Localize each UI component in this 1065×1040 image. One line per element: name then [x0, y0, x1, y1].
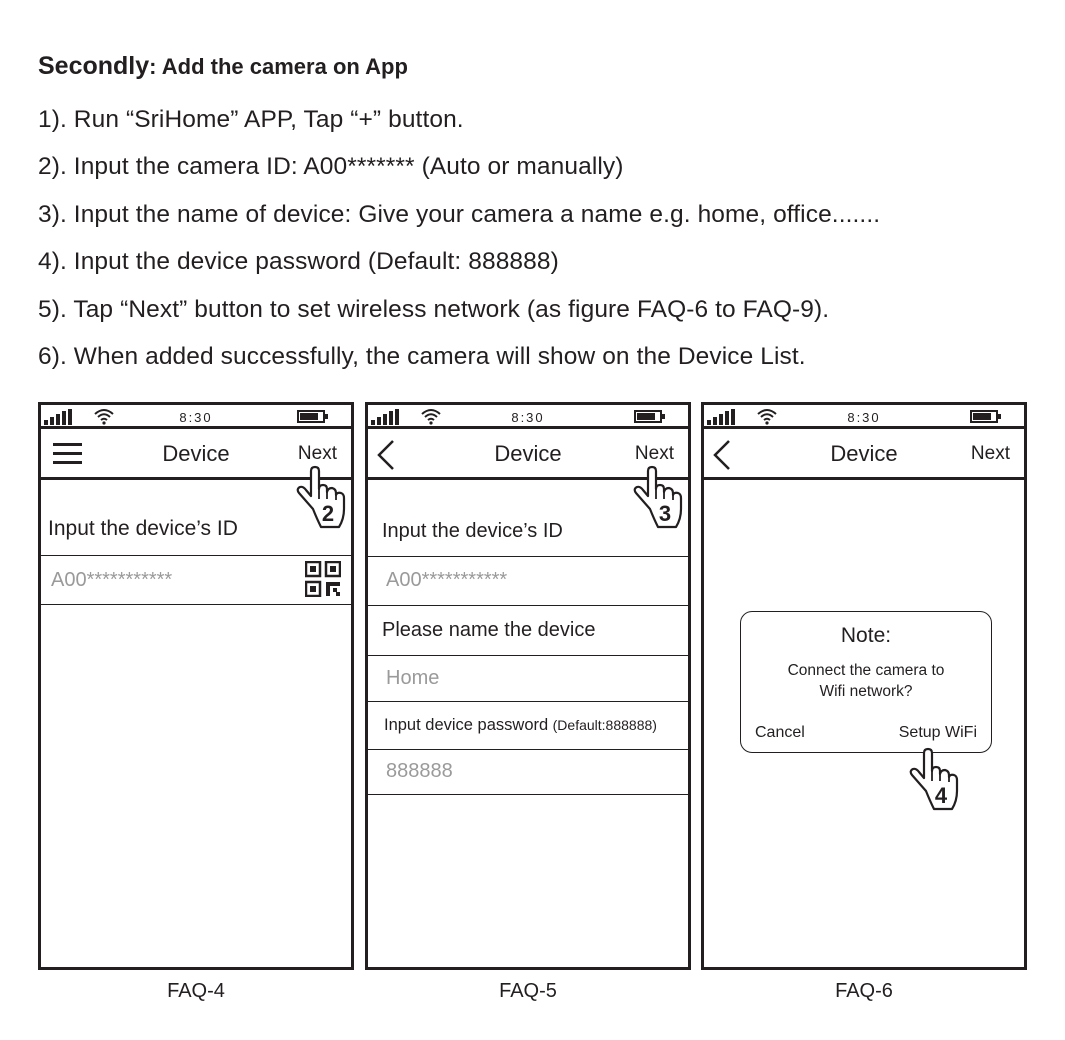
- password-input-row[interactable]: [368, 750, 688, 795]
- password-label: Input device password: [384, 716, 549, 734]
- nav-title: Device: [830, 441, 898, 466]
- next-button[interactable]: Next: [970, 443, 1010, 464]
- cancel-button[interactable]: Cancel: [755, 724, 805, 741]
- tap-hand-icon: [900, 747, 964, 811]
- status-bar: [704, 405, 1024, 429]
- step-number-2: 2: [321, 501, 335, 526]
- phone-faq-6: [701, 402, 1027, 970]
- status-bar: [41, 405, 351, 429]
- setup-wifi-button[interactable]: Setup WiFi: [898, 724, 977, 741]
- nav-title: Device: [162, 441, 230, 466]
- step-6: 6). When added successfully, the camera will show on the Device List.: [38, 342, 806, 370]
- dialog-message-line-2: Wifi network?: [819, 683, 913, 700]
- name-input-row[interactable]: [368, 656, 688, 702]
- phone-faq-4: [38, 402, 354, 970]
- name-label: Please name the device: [382, 619, 596, 641]
- step-3: 3). Input the name of device: Give your camera a name e.g. home, office.......: [38, 200, 881, 228]
- step-1: 1). Run “SriHome” APP, Tap “+” button.: [38, 106, 464, 133]
- battery-icon: [970, 410, 1002, 423]
- status-time: 8:30: [511, 410, 545, 425]
- caption-faq-6: FAQ-6: [835, 980, 893, 1002]
- id-label: Input the device’s ID: [382, 520, 563, 542]
- battery-icon: [297, 410, 329, 423]
- step-4: 4). Input the device password (Default: 888888): [38, 248, 559, 276]
- step-number-3: 3: [658, 501, 672, 526]
- name-label-row: [368, 606, 688, 656]
- password-input[interactable]: 888888: [386, 760, 453, 782]
- id-input-row[interactable]: [368, 557, 688, 606]
- qr-code-icon[interactable]: [305, 561, 341, 597]
- dialog-message: [741, 660, 991, 702]
- password-label-row: [368, 702, 688, 750]
- battery-icon: [634, 410, 666, 423]
- id-label-row: [368, 480, 688, 557]
- status-time: 8:30: [847, 410, 881, 425]
- next-button[interactable]: Next: [634, 443, 674, 464]
- phone-faq-5: [365, 402, 691, 970]
- nav-title: Device: [494, 441, 562, 466]
- id-input[interactable]: A00***********: [51, 569, 173, 591]
- id-label: Input the device’s ID: [48, 517, 238, 540]
- id-input-row[interactable]: [41, 556, 351, 605]
- heading-rest: : Add the camera on App: [149, 54, 408, 79]
- id-input[interactable]: A00***********: [386, 569, 508, 591]
- step-5: 5). Tap “Next” button to set wireless network (as figure FAQ-6 to FAQ-9).: [38, 295, 830, 323]
- caption-faq-4: FAQ-4: [167, 980, 225, 1002]
- dialog-message-line-1: Connect the camera to: [787, 662, 945, 679]
- name-input[interactable]: Home: [386, 667, 440, 689]
- dialog-title: Note:: [840, 624, 892, 647]
- section-heading: [38, 52, 408, 81]
- password-default-hint: (Default:888888): [552, 717, 657, 733]
- nav-bar: [704, 429, 1024, 480]
- step-number-4: 4: [934, 783, 948, 808]
- status-time: 8:30: [179, 410, 213, 425]
- caption-faq-5: FAQ-5: [499, 980, 557, 1002]
- status-bar: [368, 405, 688, 429]
- heading-bold: Secondly: [38, 52, 150, 80]
- next-button[interactable]: Next: [297, 443, 337, 464]
- step-2: 2). Input the camera ID: A00******* (Auto or manually): [38, 153, 624, 181]
- instruction-steps: [38, 100, 880, 384]
- id-label-row: [41, 480, 351, 556]
- wifi-setup-dialog: [740, 611, 992, 753]
